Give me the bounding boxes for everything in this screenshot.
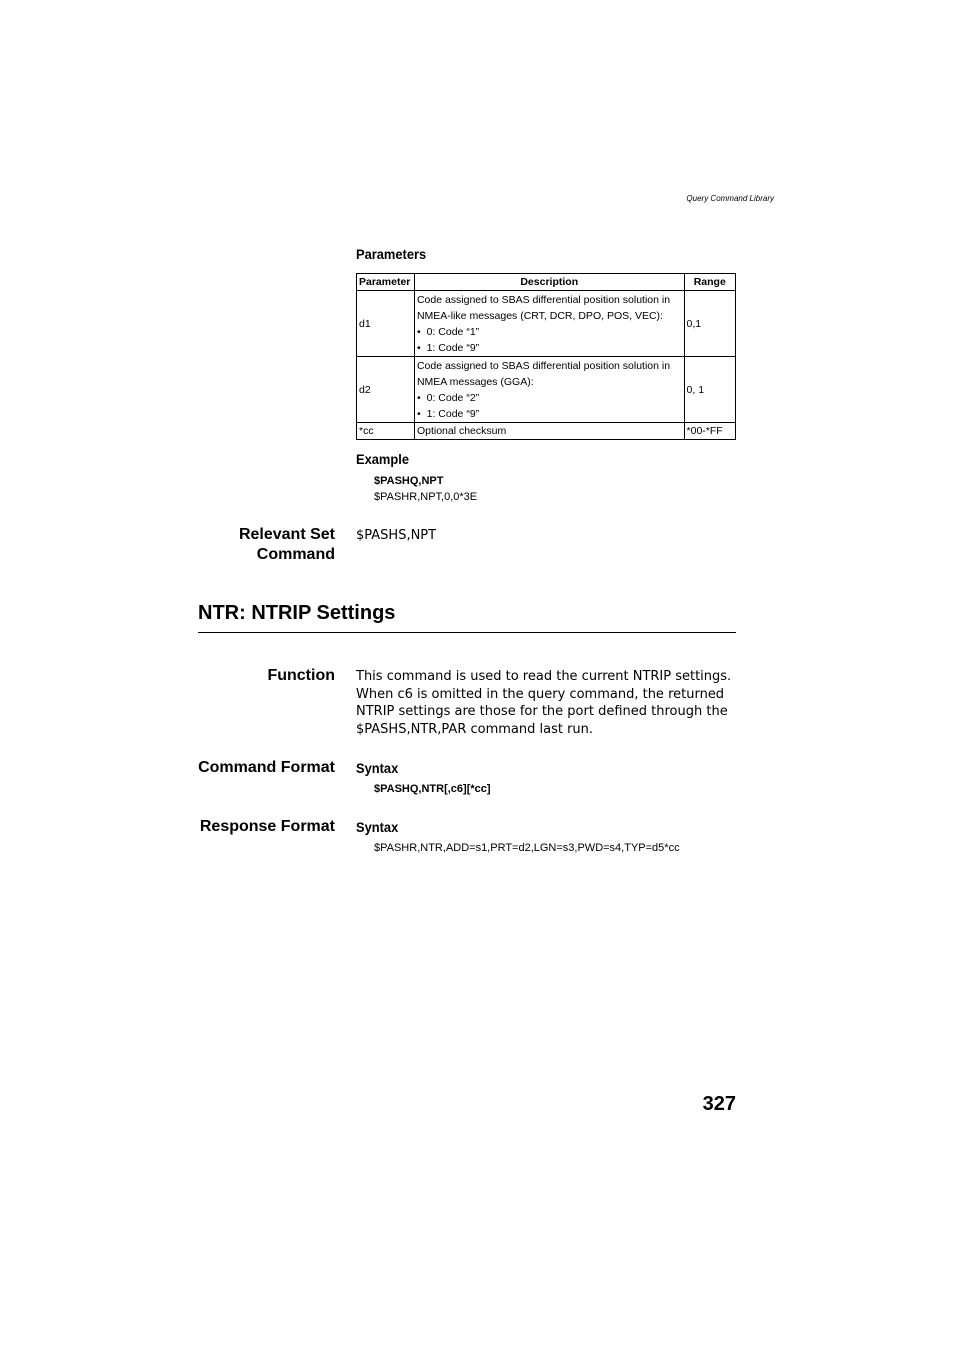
bullet-icon: • [416, 407, 421, 420]
response-syntax: $PASHR,NTR,ADD=s1,PRT=d2,LGN=s3,PWD=s4,TYP=d5*cc [374, 842, 680, 854]
bullet-item: • 0: Code “2” [416, 391, 480, 404]
param-cell: *cc [357, 423, 415, 440]
function-line: $PASHS,NTR,PAR command last run. [356, 722, 594, 738]
table-row [357, 291, 736, 357]
table-row [357, 357, 736, 423]
function-line: NTRIP settings are those for the port defined through the [356, 704, 728, 720]
example-response: $PASHR,NPT,0,0*3E [374, 491, 478, 503]
param-cell: d2 [357, 357, 415, 423]
table-header-row [357, 274, 736, 291]
relevant-set-command-value: $PASHS,NPT [356, 528, 437, 543]
description-cell [414, 423, 684, 440]
function-line: When c6 is omitted in the query command, the returned [356, 686, 725, 702]
description-cell [414, 357, 684, 423]
command-format-heading: Command Format [198, 759, 335, 776]
description-line: Code assigned to SBAS differential position solution in [416, 359, 671, 372]
section-title: NTR: NTRIP Settings [198, 602, 396, 624]
section-divider [198, 632, 736, 633]
parameters-table [356, 273, 736, 440]
command-syntax-label: Syntax [356, 760, 399, 776]
example-heading: Example [356, 451, 409, 467]
column-header-parameter: Parameter [357, 274, 415, 291]
bullet-icon: • [416, 341, 421, 354]
bullet-item: • 1: Code “9” [416, 341, 480, 354]
relevant-set-command-heading: Relevant Set Command [238, 526, 335, 563]
command-syntax: $PASHQ,NTR[,c6][*cc] [374, 783, 491, 795]
bullet-item: • 0: Code “1” [416, 325, 480, 338]
column-header-description: Description [414, 274, 684, 291]
response-format-heading: Response Format [199, 818, 335, 835]
description-line: NMEA-like messages (CRT, DCR, DPO, POS, VEC): [416, 309, 663, 322]
description-cell [414, 291, 684, 357]
description-line: NMEA messages (GGA): [416, 375, 534, 388]
bullet-item: • 1: Code “9” [416, 407, 480, 420]
function-heading: Function [267, 667, 335, 684]
range-cell: 0,1 [684, 291, 735, 357]
page-number: 327 [702, 1093, 736, 1115]
description-line: Optional checksum [416, 425, 507, 437]
column-header-range: Range [684, 274, 735, 291]
range-cell: 0, 1 [684, 357, 735, 423]
parameters-heading: Parameters [356, 246, 427, 262]
param-cell: d1 [357, 291, 415, 357]
description-line: Code assigned to SBAS differential position solution in [416, 293, 671, 306]
bullet-icon: • [416, 391, 421, 404]
range-cell: *00-*FF [684, 423, 735, 440]
response-syntax-label: Syntax [356, 819, 399, 835]
running-header: Query Command Library [686, 194, 774, 203]
table-row [357, 423, 736, 440]
example-query: $PASHQ,NPT [374, 475, 444, 487]
bullet-icon: • [416, 325, 421, 338]
function-line: This command is used to read the current NTRIP settings. [356, 669, 732, 684]
function-description [356, 668, 736, 739]
